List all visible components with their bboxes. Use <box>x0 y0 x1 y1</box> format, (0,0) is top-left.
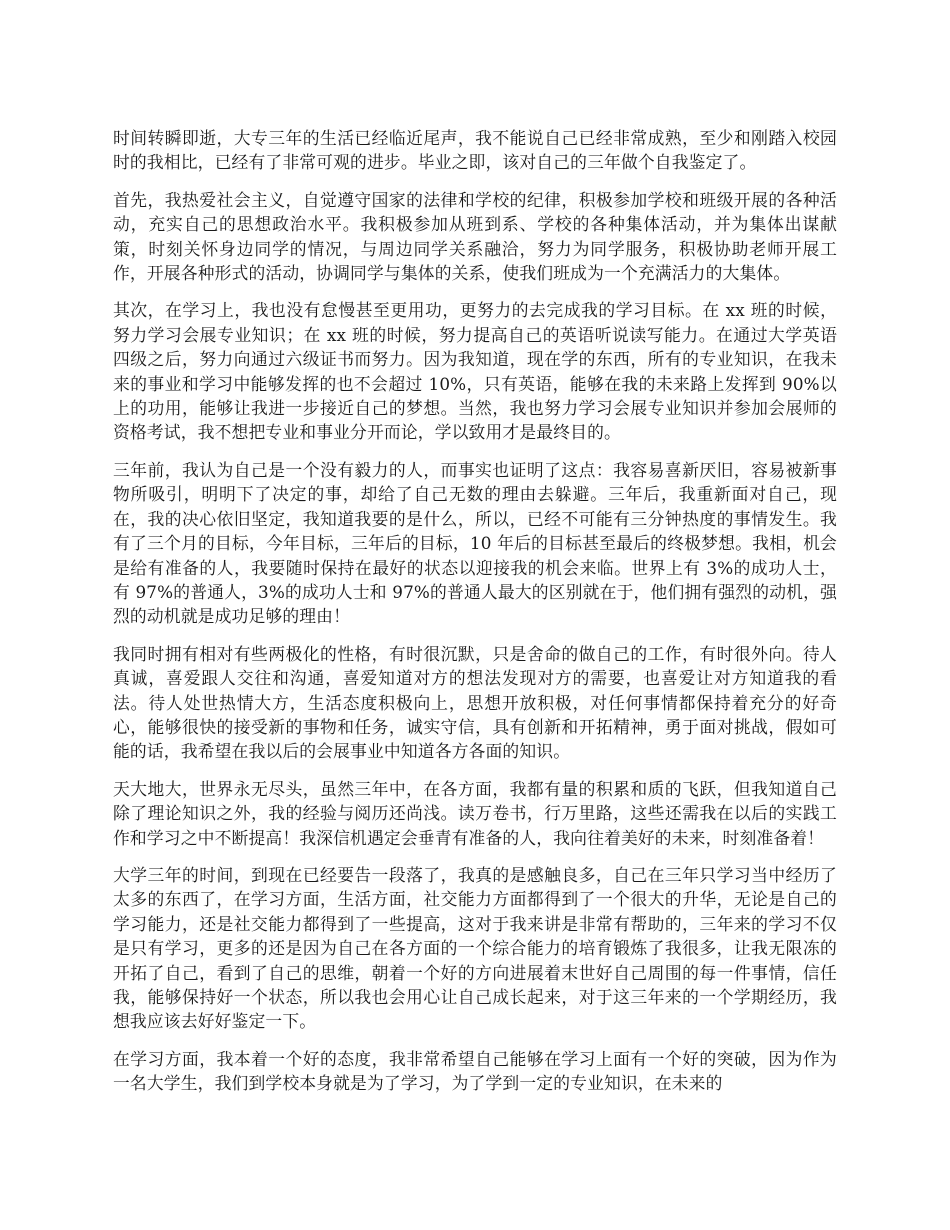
paragraph-4: 三年前，我认为自己是一个没有毅力的人，而事实也证明了这点：我容易喜新厌旧，容易被新事物所吸引，明明下了决定的事，却给了自己无数的理由去躲避。三年后，我重新面对自己，现在，我的决心依旧坚定，我知道我要的是什么，所以，已经不可能有三分钟热度的事情发生。我有了三个月的目标，今年目标，三年后的目标，10 年后的目标甚至最后的终极梦想。我相，机会是给有准备的人，我要随时保持在最好的状态以迎接我的机会来临。世界上有 3%的成功人士，有 97%的普通人，3%的成功人士和 97%的普通人最大的区别就在于，他们拥有强烈的动机，强烈的动机就是成功足够的理由！ <box>113 459 837 627</box>
paragraph-8: 在学习方面，我本着一个好的态度，我非常希望自己能够在学习上面有一个好的突破，因为作为一名大学生，我们到学校本身就是为了学习，为了学到一定的专业知识，在未来的 <box>113 1048 837 1094</box>
paragraph-1: 时间转瞬即逝，大专三年的生活已经临近尾声，我不能说自己已经非常成熟，至少和刚踏入校园时的我相比，已经有了非常可观的进步。毕业之即，该对自己的三年做个自我鉴定了。 <box>113 128 837 173</box>
paragraph-5: 我同时拥有相对有些两极化的性格，有时很沉默，只是舍命的做自己的工作，有时很外向。待人真诚，喜爱跟人交往和沟通，喜爱知道对方的想法发现对方的需要，也喜爱让对方知道我的看法。待人处世热情大方，生活态度积极向上，思想开放积极，对任何事情都保持着充分的好奇心，能够很快的接受新的事物和任务，诚实守信，具有创新和开拓精神，勇于面对挑战，假如可能的话，我希望在我以后的会展事业中知道各方各面的知识。 <box>113 643 837 762</box>
paragraph-6: 天大地大，世界永无尽头，虽然三年中，在各方面，我都有量的积累和质的飞跃，但我知道自己除了理论知识之外，我的经验与阅历还尚浅。读万卷书，行万里路，这些还需我在以后的实践工作和学习之中不断提高！我深信机遇定会垂青有准备的人，我向往着美好的未来，时刻准备着！ <box>113 778 837 848</box>
paragraph-3: 其次，在学习上，我也没有怠慢甚至更用功，更努力的去完成我的学习目标。在 xx 班的时候，努力学习会展专业知识；在 xx 班的时候，努力提高自己的英语听说读写能力。在通过大学英语四级之后，努力向通过六级证书而努力。因为我知道，现在学的东西，所有的专业知识，在我未来的事业和学习中能够发挥的也不会超过 10%，只有英语，能够在我的未来路上发挥到 90%以上的功用，能够让我进一步接近自己的梦想。当然，我也努力学习会展专业知识并参加会展师的资格考试，我不想把专业和事业分开而论，学以致用才是最终目的。 <box>113 300 837 443</box>
paragraph-7: 大学三年的时间，到现在已经要告一段落了，我真的是感触良多，自己在三年只学习当中经历了太多的东西了，在学习方面，生活方面，社交能力方面都得到了一个很大的升华，无论是自己的学习能力，还是社交能力都得到了一些提高，这对于我来讲是非常有帮助的，三年来的学习不仅是只有学习，更多的还是因为自己在各方面的一个综合能力的培育锻炼了我很多，让我无限冻的开拓了自己，看到了自己的思维，朝着一个好的方向进展着末世好自己周围的每一件事情，信任我，能够保持好一个状态，所以我也会用心让自己成长起来，对于这三年来的一个学期经历，我想我应该去好好鉴定一下。 <box>113 864 837 1032</box>
paragraph-2: 首先，我热爱社会主义，自觉遵守国家的法律和学校的纪律，积极参加学校和班级开展的各种活动，充实自己的思想政治水平。我积极参加从班到系、学校的各种集体活动，并为集体出谋献策，时刻关怀身边同学的情况，与周边同学关系融洽，努力为同学服务，积极协助老师开展工作，开展各种形式的活动，协调同学与集体的关系，使我们班成为一个充满活力的大集体。 <box>113 189 837 284</box>
